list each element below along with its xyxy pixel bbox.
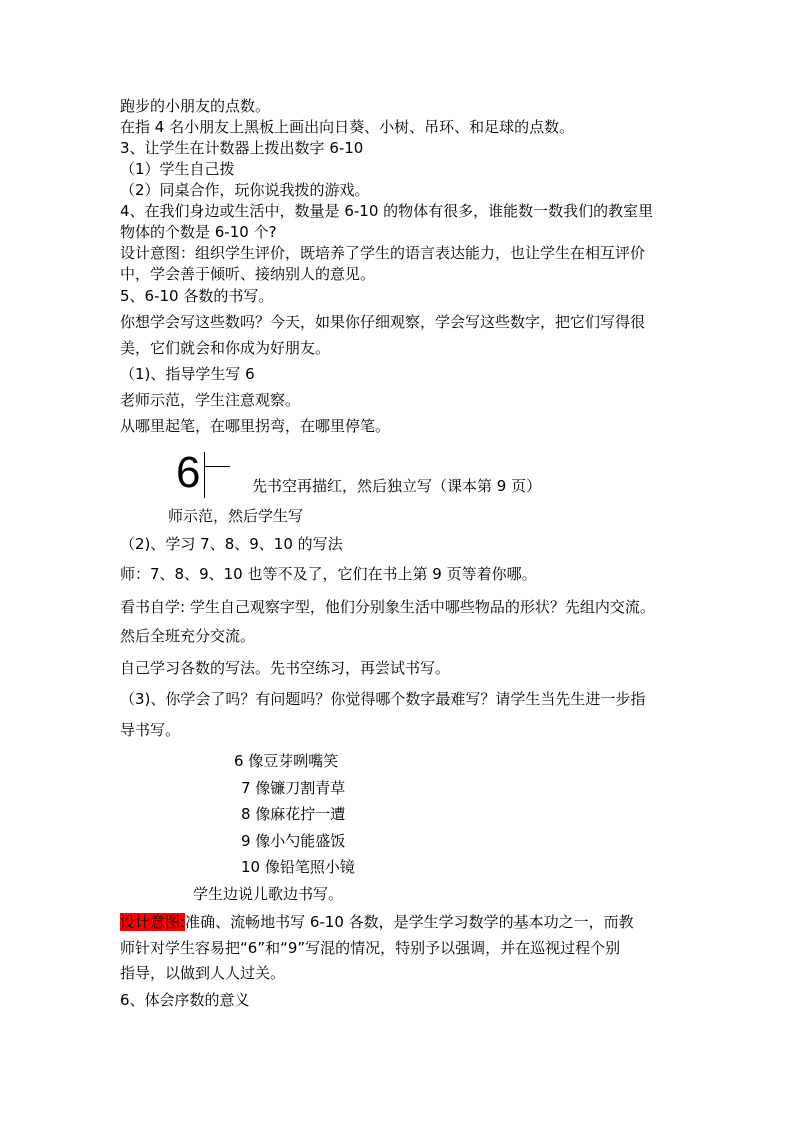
rhyme-line: 7 像镰刀割青草 bbox=[241, 779, 346, 797]
text-line: 从哪里起笔，在哪里拐弯，在哪里停笔。 bbox=[120, 417, 391, 435]
design-intent-text: 准确、流畅地书写 6-10 各数，是学生学习数学的基本功之一，而教 bbox=[185, 913, 634, 931]
text-line: （1)、指导学生写 6 bbox=[120, 365, 255, 383]
text-line: （2)、学习 7、8、9、10 的写法 bbox=[120, 535, 343, 553]
text-line: 美，它们就会和你成为好朋友。 bbox=[120, 339, 331, 357]
digit-six-writing-grid bbox=[168, 448, 234, 498]
rhyme-note: 学生边说儿歌边书写。 bbox=[193, 885, 344, 903]
text-line: 中，学会善于倾听、接纳别人的意见。 bbox=[120, 265, 376, 283]
text-line: （3)、你学会了吗？有问题吗？你觉得哪个数字最难写？请学生当先生进一步指 bbox=[120, 690, 646, 708]
text-line: 导书写。 bbox=[120, 721, 181, 739]
text-line: 你想学会写这些数吗？今天，如果你仔细观察，学会写这些数字，把它们写得很 bbox=[120, 313, 646, 331]
rhyme-line: 6 像豆芽咧嘴笑 bbox=[234, 752, 339, 770]
text-line: 4、在我们身边或生活中，数量是 6-10 的物体有很多，谁能数一数我们的教室里 bbox=[120, 202, 654, 220]
text-line: 物体的个数是 6-10 个? bbox=[120, 223, 277, 241]
text-line: 自己学习各数的写法。先书空练习，再尝试书写。 bbox=[120, 659, 451, 677]
six-caption: 先书空再描红，然后独立写（课本第 9 页） bbox=[252, 477, 542, 495]
text-line: 3、让学生在计数器上拨出数字 6-10 bbox=[120, 139, 364, 157]
digit-six: 6 bbox=[176, 448, 201, 497]
text-line: 5、6-10 各数的书写。 bbox=[120, 287, 274, 305]
text-line: 然后全班充分交流。 bbox=[120, 627, 256, 645]
rhyme-line: 8 像麻花拧一遭 bbox=[241, 805, 346, 823]
text-line: （1）学生自己拨 bbox=[120, 160, 235, 178]
section-heading: 6、体会序数的意义 bbox=[120, 991, 250, 1009]
text-line: 跑步的小朋友的点数。 bbox=[120, 97, 271, 115]
text-line: 师：7、8、9、10 也等不及了，它们在书上第 9 页等着你哪。 bbox=[120, 565, 537, 583]
rhyme-line: 10 像铅笔照小镜 bbox=[241, 858, 355, 876]
text-line: 设计意图：组织学生评价，既培养了学生的语言表达能力，也让学生在相互评价 bbox=[120, 244, 646, 262]
grid-vertical-line bbox=[204, 452, 205, 498]
rhyme-line: 9 像小勺能盛饭 bbox=[241, 832, 346, 850]
design-intent-line bbox=[120, 912, 634, 932]
text-line: 师示范，然后学生写 bbox=[168, 507, 304, 525]
text-line: 看书自学: 学生自己观察字型，他们分别象生活中哪些物品的形状？先组内交流。 bbox=[120, 598, 655, 616]
text-line: 师针对学生容易把“6”和“9”写混的情况，特别予以强调，并在巡视过程个别 bbox=[120, 939, 621, 957]
text-line: 指导，以做到人人过关。 bbox=[120, 964, 286, 982]
text-line: 在指 4 名小朋友上黑板上画出向日葵、小树、吊环、和足球的点数。 bbox=[120, 118, 575, 136]
text-line: 老师示范，学生注意观察。 bbox=[120, 391, 301, 409]
text-line: （2）同桌合作，玩你说我拨的游戏。 bbox=[120, 181, 370, 199]
grid-horizontal-line bbox=[204, 466, 230, 467]
design-intent-label: 设计意图: bbox=[120, 913, 186, 931]
